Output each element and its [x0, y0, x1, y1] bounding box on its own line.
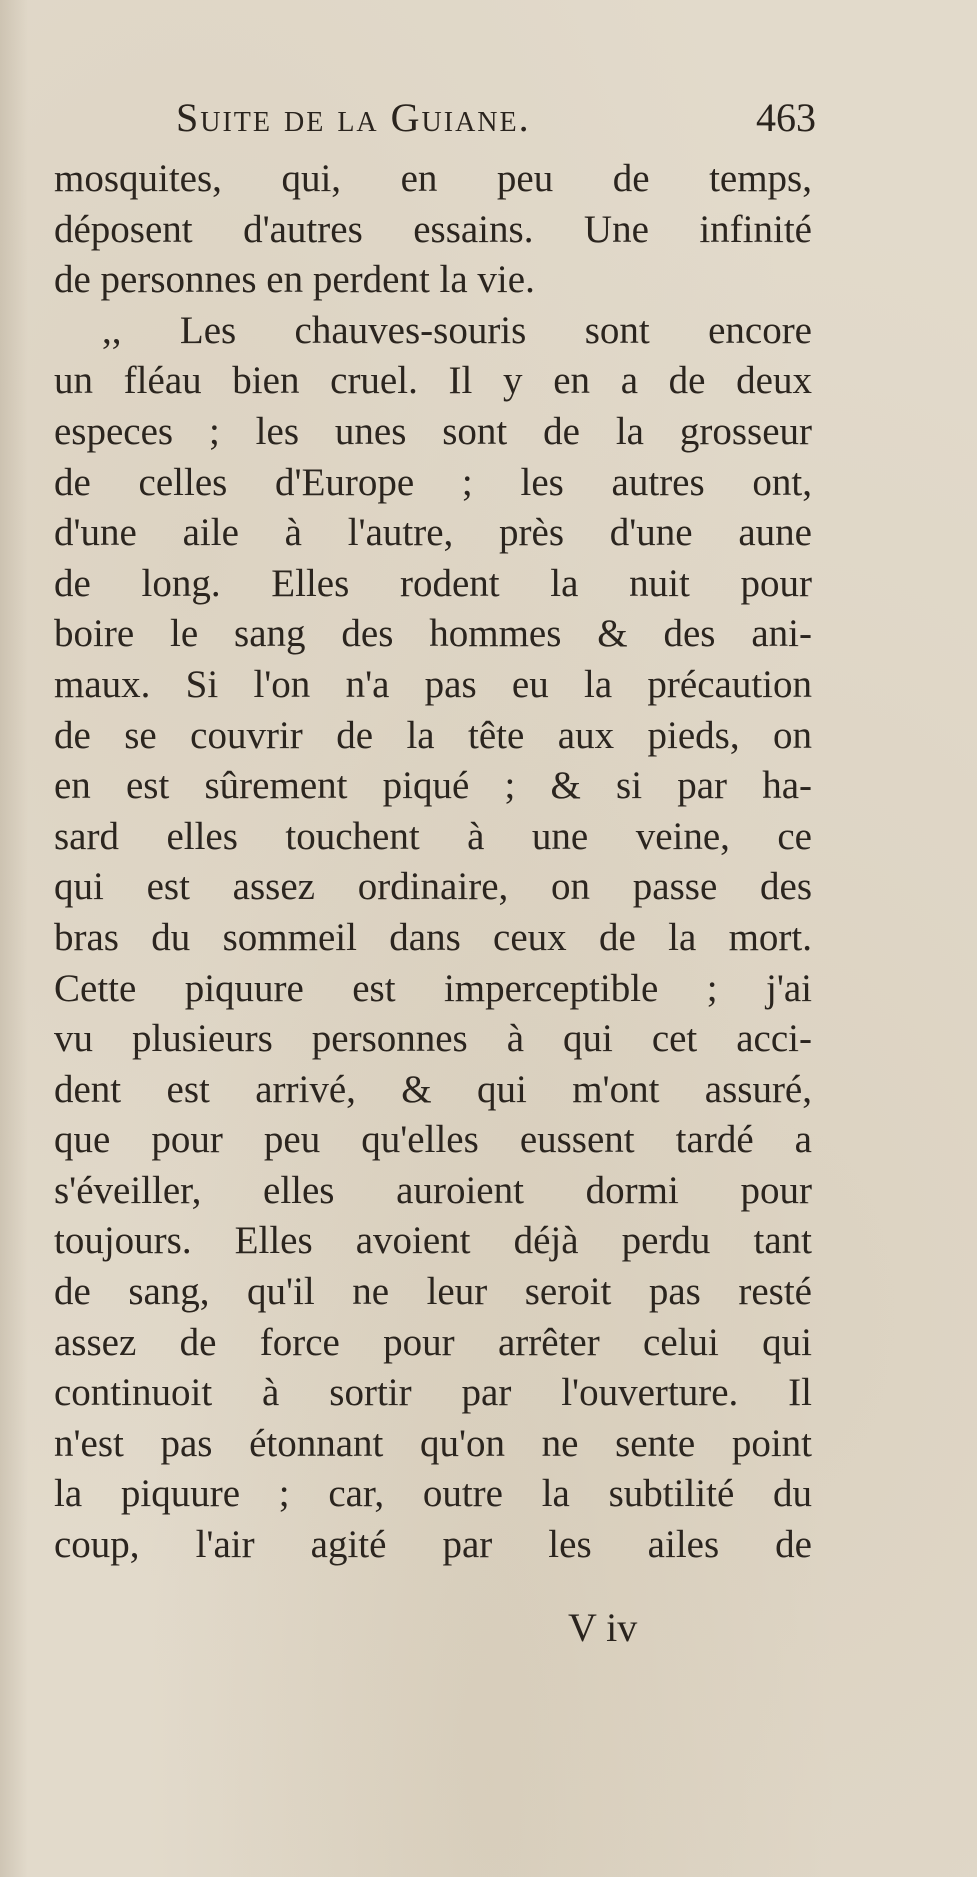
page-header [176, 94, 816, 150]
text-line: la piquure ; car, outre la subtilité du [54, 1472, 812, 1516]
running-head: Suite de la Guiane. [176, 95, 531, 140]
text-line: Cette piquure est imperceptible ; j'ai [54, 966, 812, 1010]
text-line: bras du sommeil dans ceux de la mort. [54, 915, 812, 959]
text-line: sard elles touchent à une veine, ce [54, 814, 812, 858]
text-line: dent est arrivé, & qui m'ont assuré, [54, 1067, 812, 1111]
text-line: coup, l'air agité par les ailes de [54, 1523, 812, 1567]
text-line: ,, Les chauves-souris sont encore [102, 308, 812, 352]
text-line: especes ; les unes sont de la grosseur [54, 409, 812, 453]
text-line: de celles d'Europe ; les autres ont, [54, 460, 812, 504]
text-line: de long. Elles rodent la nuit pour [54, 561, 812, 605]
text-line: n'est pas étonnant qu'on ne sente point [54, 1421, 812, 1465]
text-line: d'une aile à l'autre, près d'une aune [54, 511, 812, 555]
text-line: boire le sang des hommes & des ani- [54, 612, 812, 656]
text-line: déposent d'autres essains. Une infinité [54, 207, 812, 251]
text-line: toujours. Elles avoient déjà perdu tant [54, 1219, 812, 1263]
text-line: qui est assez ordinaire, on passe des [54, 865, 812, 909]
text-line: de personnes en perdent la vie. [54, 258, 535, 302]
binding-shadow [0, 0, 28, 1877]
text-line: s'éveiller, elles auroient dormi pour [54, 1168, 812, 1212]
text-line: de sang, qu'il ne leur seroit pas resté [54, 1270, 812, 1314]
text-line: en est sûrement piqué ; & si par ha- [54, 764, 812, 808]
text-line: continuoit à sortir par l'ouverture. Il [54, 1371, 812, 1415]
signature-mark: V iv [568, 1605, 638, 1650]
text-line: assez de force pour arrêter celui qui [54, 1320, 812, 1364]
text-line: mosquites, qui, en peu de temps, [54, 157, 812, 200]
text-line: que pour peu qu'elles eussent tardé a [54, 1118, 812, 1162]
text-line: de se couvrir de la tête aux pieds, on [54, 713, 812, 757]
text-line: vu plusieurs personnes à qui cet acci- [54, 1017, 812, 1061]
page-number: 463 [756, 95, 816, 140]
body-text [54, 154, 812, 1571]
text-line: un fléau bien cruel. Il y en a de deux [54, 359, 812, 403]
text-line: maux. Si l'on n'a pas eu la précaution [54, 662, 812, 706]
